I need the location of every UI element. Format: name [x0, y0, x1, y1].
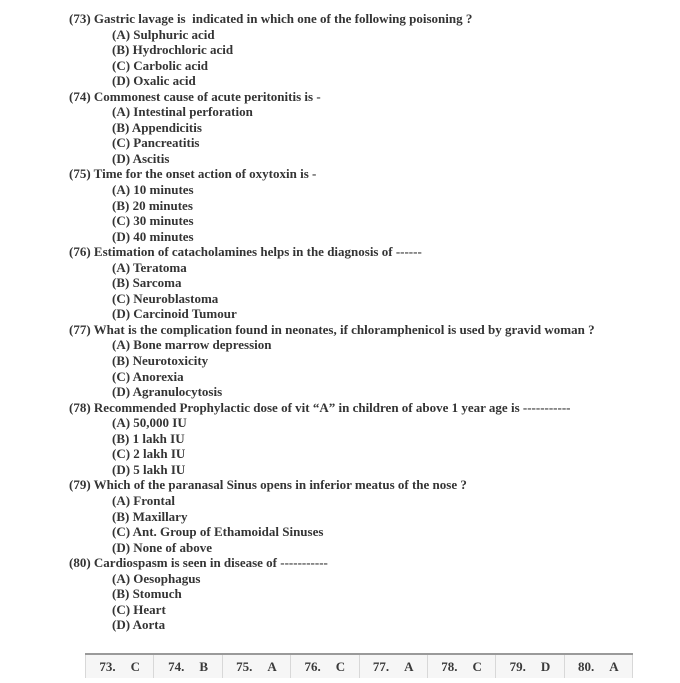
answer-letter: C	[472, 658, 482, 674]
answer-question-number: 79.	[509, 658, 526, 674]
option-text: (A) Bone marrow depression	[112, 337, 272, 353]
question-block	[0, 400, 680, 478]
answer-letter: C	[130, 658, 140, 674]
option-text: (A) 10 minutes	[112, 182, 194, 198]
option-text: (C) Carbolic acid	[112, 57, 209, 73]
option-text: (C) Pancreatitis	[112, 135, 200, 151]
answer-letter: A	[609, 658, 619, 674]
option-text: (C) Neuroblastoma	[112, 290, 219, 306]
option-text: (B) Sarcoma	[112, 275, 182, 291]
question-text: (76) Estimation of catacholamines helps in the diagnosis of ------	[69, 244, 422, 260]
option-text: (A) 50,000 IU	[112, 415, 187, 431]
answer-letter: B	[199, 658, 209, 674]
option-text: (B) Appendicitis	[112, 119, 202, 135]
option-text: (A) Teratoma	[112, 259, 187, 275]
option-text: (D) 5 lakh IU	[112, 461, 186, 477]
answer-question-number: 74.	[168, 658, 185, 674]
answer-cell	[222, 655, 290, 678]
option-text: (C) Ant. Group of Ethamoidal Sinuses	[112, 524, 324, 540]
answer-cell	[290, 655, 358, 678]
question-block	[0, 322, 680, 400]
answer-cell	[85, 655, 153, 678]
question-block	[0, 477, 680, 555]
option-text: (D) Oxalic acid	[112, 73, 196, 89]
answer-question-number: 78.	[441, 658, 458, 674]
question-text: (78) Recommended Prophylactic dose of vit “A” in children of above 1 year age is -----------	[69, 399, 571, 415]
option-text: (D) 40 minutes	[112, 228, 194, 244]
answer-question-number: 73.	[99, 658, 116, 674]
option-text: (C) 2 lakh IU	[112, 446, 186, 462]
question-text: (79) Which of the paranasal Sinus opens in inferior meatus of the nose ?	[69, 477, 467, 493]
answer-letter: A	[404, 658, 414, 674]
answer-cell	[153, 655, 221, 678]
option-text: (A) Sulphuric acid	[112, 26, 215, 42]
question-text: (75) Time for the onset action of oxytoxin is -	[69, 166, 317, 182]
answer-question-number: 77.	[372, 658, 390, 674]
option-text: (B) Hydrochloric acid	[112, 42, 234, 58]
option-text: (D) None of above	[112, 539, 213, 555]
question-list	[0, 11, 680, 633]
option-text: (B) Neurotoxicity	[112, 353, 209, 369]
option-text: (B) Stomuch	[112, 586, 182, 602]
option-text: (D) Ascitis	[112, 150, 170, 166]
answer-cell	[427, 655, 495, 678]
answer-letter: C	[335, 658, 346, 674]
answer-letter: D	[540, 658, 551, 674]
question-block	[0, 11, 680, 89]
answer-question-number: 80.	[577, 658, 595, 674]
question-text: (80) Cardiospasm is seen in disease of -----------	[69, 555, 328, 571]
question-block	[0, 555, 680, 633]
answer-cell	[359, 655, 427, 678]
answer-cell	[495, 655, 563, 678]
question-block	[0, 244, 680, 322]
option-text: (B) 20 minutes	[112, 197, 193, 213]
option-text: (D) Aorta	[112, 617, 166, 633]
option-text: (C) 30 minutes	[112, 213, 194, 229]
option-text: (B) Maxillary	[112, 508, 188, 524]
option-text: (C) Heart	[112, 601, 166, 617]
question-text: (74) Commonest cause of acute peritonitis is -	[69, 88, 321, 104]
option-text: (D) Agranulocytosis	[112, 384, 223, 400]
answer-cell	[564, 655, 633, 678]
option-text: (A) Intestinal perforation	[112, 104, 253, 120]
answer-letter: A	[267, 658, 277, 674]
option-text: (D) Carcinoid Tumour	[112, 306, 237, 322]
answer-question-number: 75.	[236, 658, 253, 674]
question-text: (77) What is the complication found in neonates, if chloramphenicol is used by gravid woman ?	[69, 321, 595, 337]
answer-question-number: 76.	[304, 658, 321, 674]
question-text: (73) Gastric lavage is indicated in which one of the following poisoning ?	[69, 11, 473, 26]
option-text: (A) Frontal	[112, 492, 175, 508]
option-text: (A) Oesophagus	[112, 570, 201, 586]
option-text: (C) Anorexia	[112, 368, 184, 384]
question-block	[0, 166, 680, 244]
question-block	[0, 89, 680, 167]
answer-key-table	[85, 653, 633, 678]
option-text: (B) 1 lakh IU	[112, 430, 185, 446]
